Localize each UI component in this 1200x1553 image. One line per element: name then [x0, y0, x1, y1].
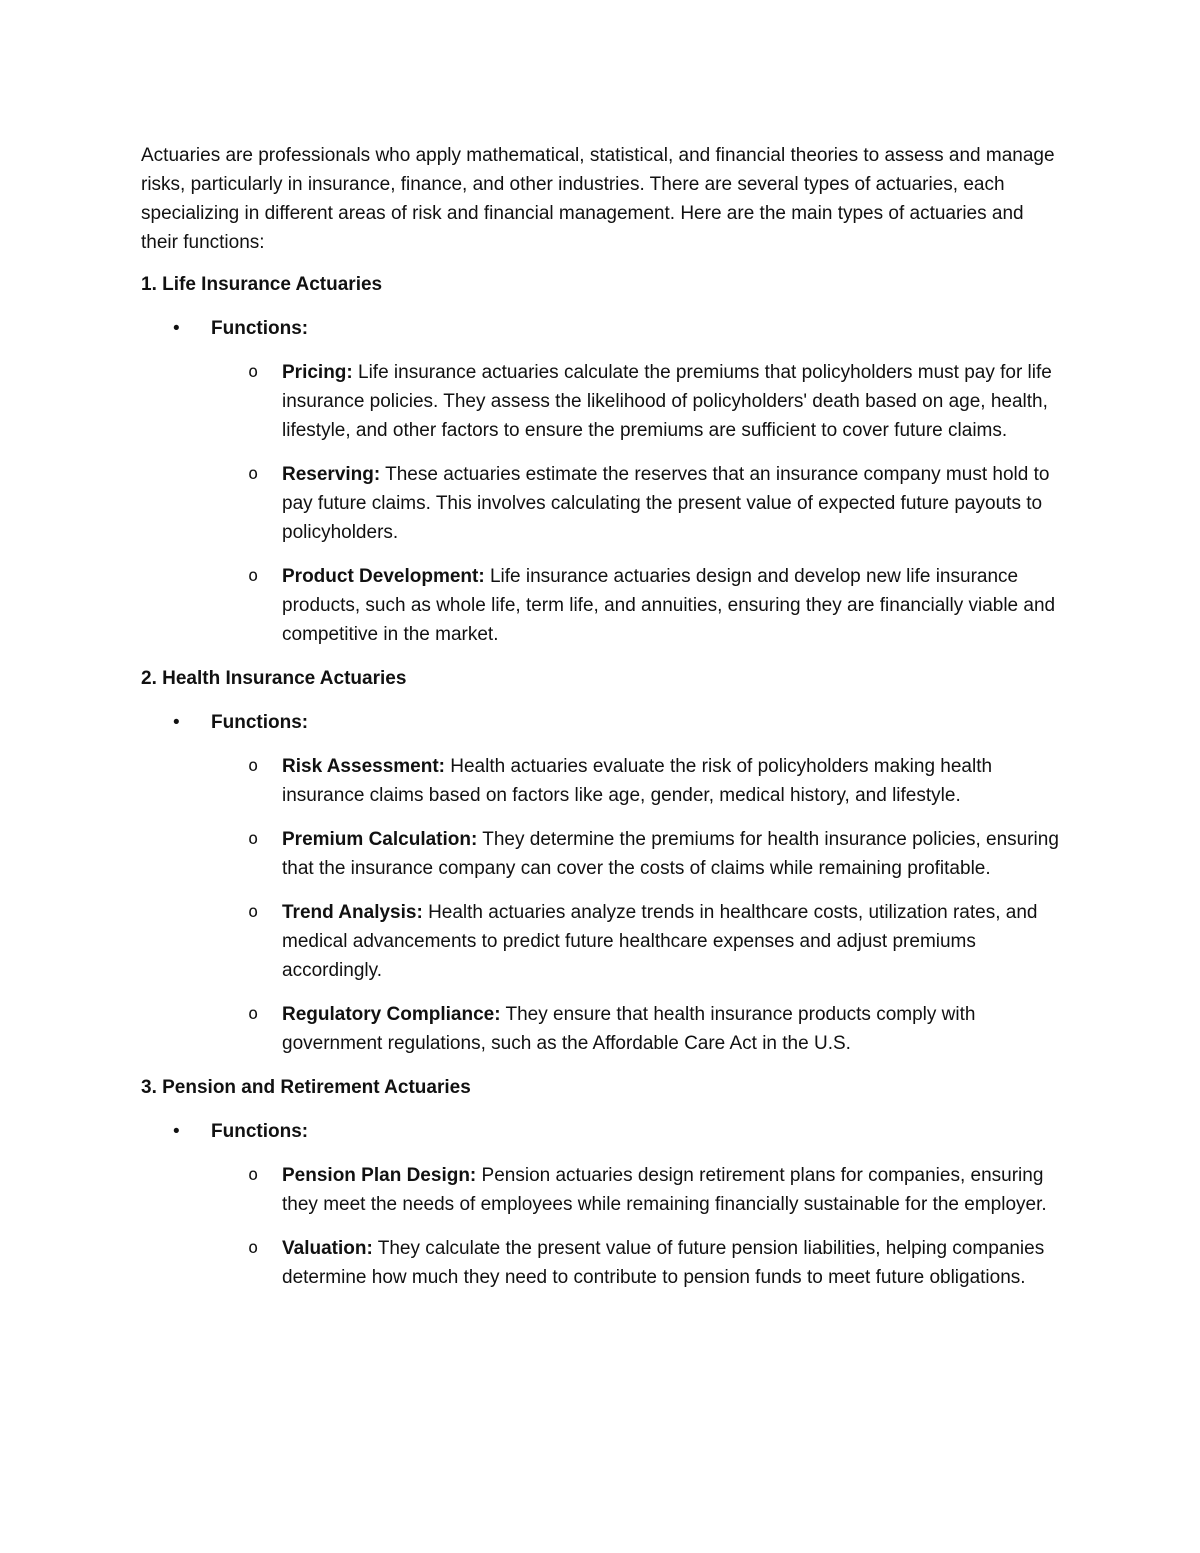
item-text: Life insurance actuaries calculate the premiums that policyholders must pay for life insurance policies. They assess the likelihood of policyholders' death based on age, health, lifestyle, and other factors to ensure the premiums are sufficient to cover future claims. [282, 362, 1052, 441]
item-term: Product Development: [282, 566, 485, 587]
list-item [141, 825, 1059, 883]
functions-label: Functions: [211, 712, 309, 733]
list-item [141, 1234, 1059, 1292]
item-term: Trend Analysis: [282, 902, 423, 923]
sub-bullet-icon: o [248, 902, 259, 922]
section-pension-retirement [141, 1073, 1059, 1292]
section-life-insurance [141, 270, 1059, 649]
item-term: Premium Calculation: [282, 829, 478, 850]
list-item [141, 1000, 1059, 1058]
sub-bullet-icon: o [248, 829, 259, 849]
bullet-icon: • [173, 712, 180, 733]
section-title: 3. Pension and Retirement Actuaries [141, 1077, 471, 1098]
item-term: Risk Assessment: [282, 756, 445, 777]
item-text: They determine the premiums for health insurance policies, ensuring that the insurance company can cover the costs of claims while remaining profitable. [282, 829, 1059, 879]
functions-label: Functions: [211, 318, 309, 339]
list-item [141, 1161, 1059, 1219]
document-page [141, 141, 1059, 1307]
item-term: Pension Plan Design: [282, 1165, 477, 1186]
item-text: These actuaries estimate the reserves that an insurance company must hold to pay future claims. This involves calculating the present value of expected future payouts to policyholders. [282, 464, 1050, 543]
item-text: Health actuaries evaluate the risk of policyholders making health insurance claims based on factors like age, gender, medical history, and lifestyle. [282, 756, 993, 806]
item-text: Health actuaries analyze trends in healthcare costs, utilization rates, and medical advancements to predict future healthcare expenses and adjust premiums accordingly. [282, 902, 1038, 981]
functions-bullet [141, 1117, 1059, 1146]
section-title: 2. Health Insurance Actuaries [141, 668, 407, 689]
sub-bullet-icon: o [248, 464, 259, 484]
list-item [141, 752, 1059, 810]
sub-bullet-icon: o [248, 1004, 259, 1024]
sub-bullet-icon: o [248, 1165, 259, 1185]
list-item [141, 460, 1059, 547]
item-text: They calculate the present value of future pension liabilities, helping companies determine how much they need to contribute to pension funds to meet future obligations. [282, 1238, 1045, 1288]
sub-bullet-icon: o [248, 756, 259, 776]
sub-bullet-icon: o [248, 362, 259, 382]
functions-bullet [141, 708, 1059, 737]
sub-bullet-icon: o [248, 566, 259, 586]
list-item [141, 562, 1059, 649]
item-text: Pension actuaries design retirement plans for companies, ensuring they meet the needs of employees while remaining financially sustainable for the employer. [282, 1165, 1047, 1215]
functions-bullet [141, 314, 1059, 343]
section-title: 1. Life Insurance Actuaries [141, 274, 383, 295]
section-health-insurance [141, 664, 1059, 1058]
bullet-icon: • [173, 318, 180, 339]
intro-paragraph: Actuaries are professionals who apply mathematical, statistical, and financial theories to assess and manage risks, particularly in insurance, finance, and other industries. There are several types of actuaries, each specializing in different areas of risk and financial management. Here are the main types of actuaries and their functions: [141, 145, 1055, 253]
item-text: They ensure that health insurance products comply with government regulations, such as the Affordable Care Act in the U.S. [282, 1004, 976, 1054]
item-text: Life insurance actuaries design and develop new life insurance products, such as whole life, term life, and annuities, ensuring they are financially viable and competitive in the market. [282, 566, 1056, 645]
list-item [141, 898, 1059, 985]
item-term: Regulatory Compliance: [282, 1004, 501, 1025]
list-item [141, 358, 1059, 445]
sub-bullet-icon: o [248, 1238, 259, 1258]
functions-label: Functions: [211, 1121, 309, 1142]
item-term: Reserving: [282, 464, 381, 485]
item-term: Valuation: [282, 1238, 373, 1259]
item-term: Pricing: [282, 362, 353, 383]
bullet-icon: • [173, 1121, 180, 1142]
